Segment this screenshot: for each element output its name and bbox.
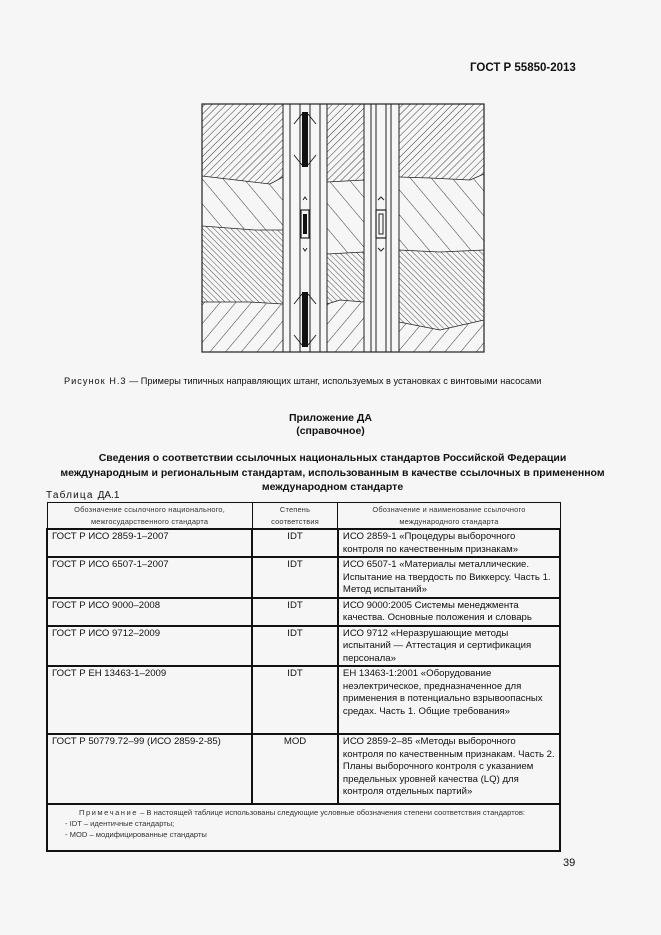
international-standard-cell: ИСО 9712 «Неразрушающие методы испытаний — Аттестация и сертификация персонала» bbox=[338, 626, 560, 667]
annex-title-block bbox=[0, 412, 661, 438]
column-header-international: Обозначение и наименование ссылочного международного стандарта bbox=[338, 503, 560, 530]
table-note bbox=[47, 804, 560, 851]
international-standard-cell: ИСО 2859-2–85 «Методы выборочного контроля по качественным признакам. Часть 2. Планы выборочного контроля с указанием предельных уровней качества (LQ) для контроля отдельных партий» bbox=[338, 734, 560, 804]
international-standard-cell: ИСО 6507-1 «Материалы металлические. Испытание на твердость по Виккерсу. Часть 1. Метод испытаний» bbox=[338, 557, 560, 598]
table-label bbox=[46, 490, 119, 501]
note-text: – В настоящей таблице использованы следующие условные обозначения степени соответствия стандартов: bbox=[137, 808, 525, 817]
column-header-national: Обозначение ссылочного национального, межгосударственного стандарта bbox=[47, 503, 252, 530]
degree-cell: IDT bbox=[252, 598, 338, 626]
note-item-idt: - IDT – идентичные стандарты; bbox=[65, 819, 175, 828]
national-standard-cell: ГОСТ Р ИСО 6507-1–2007 bbox=[47, 557, 252, 598]
table-label-prefix: Таблица bbox=[46, 490, 94, 501]
table-row bbox=[47, 626, 560, 667]
table-header-row bbox=[47, 503, 560, 530]
page-number: 39 bbox=[563, 857, 576, 869]
figure-caption-text: — Примеры типичных направляющих штанг, используемых в установках с винтовыми насосами bbox=[126, 376, 542, 386]
annex-title: Приложение ДА bbox=[289, 412, 372, 424]
table-row bbox=[47, 734, 560, 804]
international-standard-cell: ИСО 9000:2005 Системы менеджмента качества. Основные положения и словарь bbox=[338, 598, 560, 626]
degree-cell: IDT bbox=[252, 529, 338, 557]
standards-table bbox=[46, 502, 561, 852]
figure-caption bbox=[64, 376, 541, 386]
guide-rods-figure bbox=[200, 102, 486, 356]
annex-subtitle: (справочное) bbox=[296, 425, 365, 437]
degree-cell: IDT bbox=[252, 666, 338, 734]
degree-cell: IDT bbox=[252, 626, 338, 667]
table-row bbox=[47, 529, 560, 557]
annex-heading: Сведения о соответствии ссылочных национальных стандартов Российской Федерации международным и региональным стандартам, использованным в качестве ссылочных в примененном международном стандарте bbox=[60, 452, 605, 493]
table-row bbox=[47, 557, 560, 598]
national-standard-cell: ГОСТ Р ЕН 13463-1–2009 bbox=[47, 666, 252, 734]
table-note-row bbox=[47, 804, 560, 851]
guide-rods-drawing-icon bbox=[200, 102, 486, 356]
note-label: Примечание bbox=[79, 808, 138, 817]
figure-caption-label: Рисунок Н.3 bbox=[64, 376, 127, 386]
national-standard-cell: ГОСТ Р ИСО 2859-1–2007 bbox=[47, 529, 252, 557]
table-row bbox=[47, 598, 560, 626]
degree-cell: IDT bbox=[252, 557, 338, 598]
international-standard-cell: ИСО 2859-1 «Процедуры выборочного контроля по качественным признакам» bbox=[338, 529, 560, 557]
national-standard-cell: ГОСТ Р ИСО 9000–2008 bbox=[47, 598, 252, 626]
table-row bbox=[47, 666, 560, 734]
table-label-number: ДА.1 bbox=[97, 490, 120, 501]
note-item-mod: - MOD – модифицированные стандарты bbox=[65, 830, 207, 839]
national-standard-cell: ГОСТ Р 50779.72–99 (ИСО 2859-2-85) bbox=[47, 734, 252, 804]
degree-cell: MOD bbox=[252, 734, 338, 804]
national-standard-cell: ГОСТ Р ИСО 9712–2009 bbox=[47, 626, 252, 667]
column-header-degree: Степень соответствия bbox=[252, 503, 338, 530]
document-code: ГОСТ Р 55850-2013 bbox=[470, 62, 576, 74]
international-standard-cell: ЕН 13463-1:2001 «Оборудование неэлектрическое, предназначенное для применения в потенциально взрывоопасных средах. Часть 1. Общие требования» bbox=[338, 666, 560, 734]
